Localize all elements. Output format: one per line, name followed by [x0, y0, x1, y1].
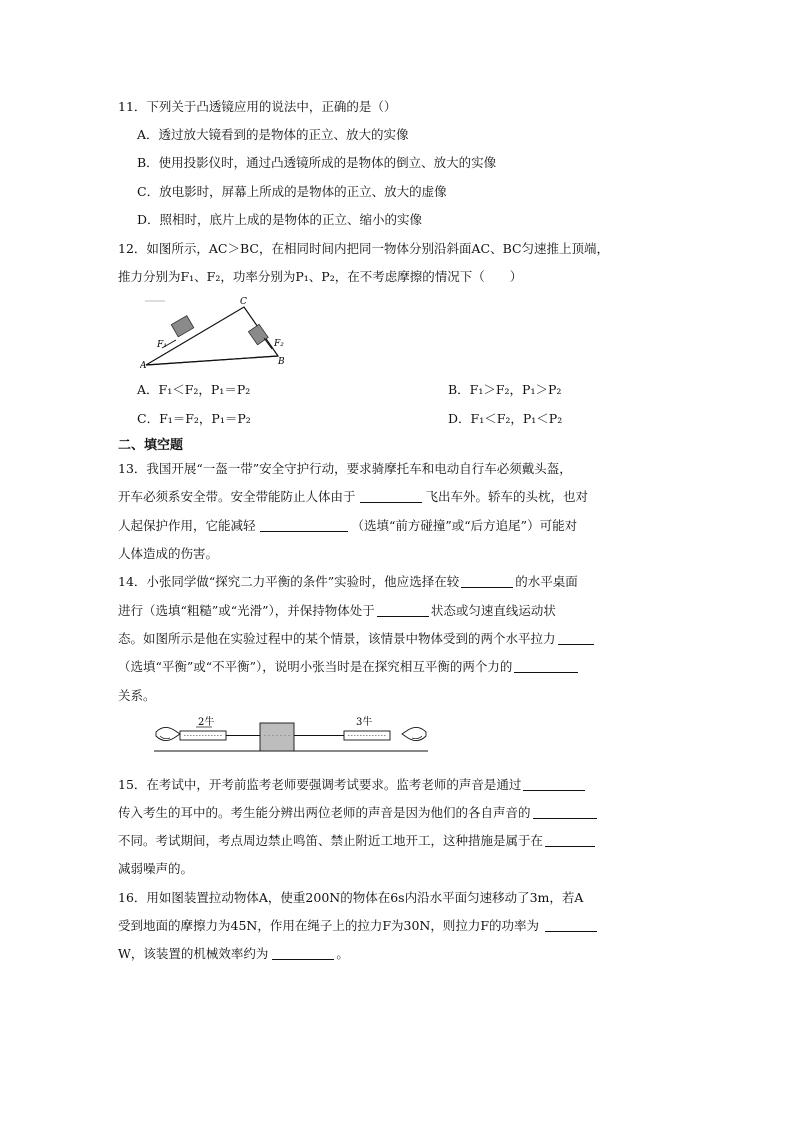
q14-blank-4[interactable]: [514, 660, 578, 673]
q16-line1: 16．用如图装置拉动物体A，使重200N的物体在6s内沿水平面匀速移动了3m，若A: [118, 890, 584, 905]
q12-option-a: A．F₁＜F₂，P₁＝P₂: [137, 382, 251, 397]
vertex-a-label: A: [140, 361, 147, 370]
q15-blank-2[interactable]: [533, 806, 597, 819]
q16-blank-1[interactable]: [545, 919, 597, 932]
left-force-label: 2牛: [198, 717, 215, 728]
q16-line2: 受到地面的摩擦力为45N，作用在绳子上的拉力F为30N，则拉力F的功率为: [118, 918, 597, 934]
right-force-label: 3牛: [356, 717, 373, 728]
q15-blank-1[interactable]: [523, 778, 585, 791]
q11-stem: 11．下列关于凸透镜应用的说法中，正确的是（）: [118, 99, 397, 114]
q14-blank-2[interactable]: [377, 604, 429, 617]
q14-blank-1[interactable]: [461, 575, 513, 588]
q15-line4: 减弱噪声的。: [118, 861, 194, 876]
q14-blank-3[interactable]: [558, 632, 594, 645]
q13-blank-2[interactable]: [260, 519, 348, 532]
q15-line2: 传入考生的耳中的。考生能分辨出两位老师的声音是因为他们的各自声音的: [118, 805, 597, 821]
q14-line4: （选填“平衡”或“不平衡”），说明小张当时是在探究相互平衡的两个力的: [118, 659, 578, 675]
balance-experiment-figure: [146, 714, 436, 758]
q13-line4: 人体造成的伤害。: [118, 546, 219, 561]
q12-stem-line1: 12．如图所示，AC＞BC，在相同时间内把同一物体分别沿斜面AC、BC匀速推上顶端，: [118, 241, 610, 256]
q13-line1: 13．我国开展“一盔一带”安全守护行动，要求骑摩托车和电动自行车必须戴头盔，: [118, 461, 572, 476]
q15-blank-3[interactable]: [545, 834, 595, 847]
q13-line3: 人起保护作用，它能减轻 （选填“前方碰撞”或“后方追尾”）可能对: [118, 518, 578, 533]
q14-line2: 进行（选填“粗糙”或“光滑”），并保持物体处于 状态或匀速直线运动状: [118, 603, 556, 618]
q14-line1: 14．小张同学做“探究二力平衡的条件”实验时，他应选择在较 的水平桌面: [118, 574, 578, 589]
q15-line3: 不同。考试期间，考点周边禁止鸣笛、禁止附近工地开工，这种措施是属于在: [118, 833, 595, 849]
q13-line2: 开车必须系安全带。安全带能防止人体由于 飞出车外。轿车的头枕，也对: [118, 489, 589, 504]
q11-option-d: D．照相时，底片上成的是物体的正立、缩小的实像: [137, 212, 423, 227]
q14-line5: 关系。: [118, 688, 156, 703]
q11-option-c: C．放电影时，屏幕上所成的是物体的正立、放大的虚像: [137, 184, 447, 199]
q15-line1: 15．在考试中，开考前监考老师要强调考试要求。监考老师的声音是通过: [118, 777, 585, 793]
q16-blank-2[interactable]: [272, 947, 334, 960]
q12-option-c: C．F₁＝F₂，P₁＝P₂: [137, 411, 251, 426]
force-f1-label: F₁: [157, 340, 167, 350]
q11-option-b: B．使用投影仪时，通过凸透镜所成的是物体的倒立、放大的实像: [137, 155, 497, 170]
vertex-c-label: C: [240, 297, 247, 307]
q11-option-a: A．透过放大镜看到的是物体的正立、放大的实像: [137, 127, 409, 142]
q12-option-b: B．F₁＞F₂，P₁＞P₂: [448, 382, 562, 397]
vertex-b-label: B: [278, 357, 285, 367]
q16-line3: W，该装置的机械效率约为 。: [118, 946, 349, 961]
force-f2-label: F₂: [274, 339, 284, 349]
q12-stem-line2: 推力分别为F₁、F₂，功率分别为P₁、P₂，在不考虑摩擦的情况下（ ）: [118, 269, 523, 284]
section-heading: 二、填空题: [118, 438, 184, 453]
q12-option-d: D．F₁＜F₂，P₁＜P₂: [448, 411, 563, 426]
incline-figure: [140, 294, 300, 370]
q13-blank-1[interactable]: [360, 490, 422, 503]
q14-line3: 态。如图所示是他在实验过程中的某个情景，该情景中物体受到的两个水平拉力: [118, 631, 594, 647]
